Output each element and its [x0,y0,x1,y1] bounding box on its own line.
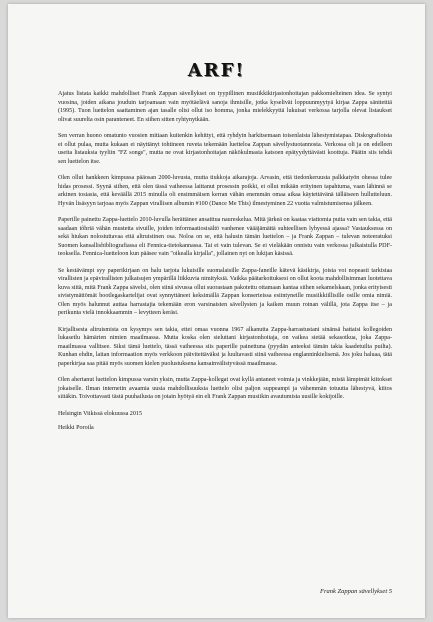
paragraph-intro: Ajatus listata kaikki mahdolliset Frank Zappan sävellykset on tyypillinen musiikkikirjastonhoitajan pakkomielteinen idea. Se syntyi vuosina, joiden aikana jouduin tarjoamaan vain myötäelävä sanoja ihmisille, jotka kyselivät loppuunmyytyä kirjaa Zappa sänitettiä (1995). Tuon luettelon saattaminen ajan tasalle olisi ollut iso homma, jonka mielekkyyttä lukuisat verkossa tarjolla olevat listaukset olivat suurelta osin paranteneet. En siihen sitten ryhtynytkään. [58,91,392,123]
paragraph-approach: Sen verran huono omatunto vuosien mittaan kuitenkin kehittyi, että ryhdyin harkitsemaan toisenlaista lähestymistapaa. Diskografioista ei ollut pulaa, mutta kukaan ei näyttänyt tohtineen ruveta tekemään luetteloa Zappan sävellystuotannosta. Verkossa oli ja on edelleen useita listauksia tyyliin "FZ songs", mutta ne ovat kirjastonhoitajan näkökulmasta katsoen epätyydyttävästi koottuja. Päätin siis tehdä sen luettelon itse. [58,133,392,165]
page-title: ARF! [187,60,246,81]
page-footer: Frank Zappan sävellykset 5 [319,588,392,595]
signature-place-date: Helsingin Viikissä elokuussa 2015 [58,410,142,417]
document-page [8,4,425,618]
paragraph-project: Olen ollut hankkeen kimpussa pääosan 2000-luvusta, mutta tiukkoja aikarajoja. Arvasin, että tiedonkeruusta palkkatyön ohessa tulee hidas prosessi. Syynä siihen, että olen tässä vaiheessa laittanut prosessin poikki, ei ollut mikään erityinen tapahtuma, vaan lähinnä se arkinen tosiasia, että keväällä 2015 minulla oli ensimmäisen kerran vähän enemmän omaa aikaa käytettävänä tälläiseen hullutteluun. Hyvän lisäsyyn tarjoaa myös Zappan virallisen albumin #100 (Dance Me This) ilmestyminen 22 vuotta valmistumisensa jälkeen. [58,175,392,207]
signature-author: Heikki Poroila [58,425,94,431]
paragraph-paper: Paperille painettu Zappa-luettelo 2010-luvulla herättänee ansaittua naureskelua. Mitä järkeä on kaataa viattomia puita vain sen takia, että saadaan tõhriä vähän mustetta sivuille, joiden informaatiosisältö vanhenee väääjämättä suhteellisen lyhyessä ajassa? Vastauksessa on sekä hiukan nolostuttavaa että altruistinen osa. Noloa on se, että halusin tämän luettelon – ja Frank Zappan – tulevan noteeratuksi Suomen kansallisbibliografiassa eli Fennica-tietokannassa. Tai ei vain tulevan. Se ei vieläkään onnistu vain verkossa julkaistulla PDF-teoksella. Fennica-luetteloon kun pääsee vain "oikealla kirjalla", jollainen nyt on lukijan käsissä. [58,217,392,257]
paragraph-handbook: Se kestävämpi syy paperikirjaan on halu tarjota lukuisille suomalaisille Zappa-faneille kätevä käsikirja, joista voi nopeasti tarkistaa virallisten ja epävirallisten julkaisujen ympärillä liikkuvia nimityksiä. Vaikka päätarkoituksesi on ollut koota mahdollisimman luotettava kuva siitä, mitä Frank Zappa sävelsi, olen siinä sivussa ollut suorastaan pakotettu ottamaan kantaa siihen sekamelskaan, jonka erityisesti sivistymättömät bootlegaskartelijat ovat synnyttäneet keksimällä Zappan konserteissa esiintyneille musiikkiillisille osille omia nimiä. Olen myös halunnut auttaa harrastajia tekemään eron varsinaisten sävellysten ja kaiken muun roinan välillä, jota Zappa itse – ja perikunta vielä innokkaammin – levytteen keräsi. [58,267,392,316]
paragraph-thanks: Olen ahertanut luettelon kimpussa varsin yksin, mutta Zappa-kollegat ovat kyllä antaneet voimia ja vinkkejään, mistä lämpimät kiitokset jokaiselle. Ilman internetin avaamia uusia mahdollisuuksia luettelo olisi paljon suppeampi ja vähemmän totuutta lähestyvä, kiitos siitäkin. Toivottavasti tästä puuhailusta on jotain hyötyä ein eli Frank Zappan musiikin avautumista uusille kokijoille. [58,377,392,400]
document-body [58,90,392,441]
paragraph-altruism: Kirjallisesta altruismista on kysymys sen takia, ettei omaa vuonna 1967 alkanutta Zappa-harrastustani sinänsä hattaisi kollegoiden lukasetlu hämärien nimien maailmassa. Mutta koska olen sieluttani kirjastonhoitaja, on vaikea sietää sekasotkua, joka Zappa-maailmassa vallitsee. Siksi tämä luettelo, tässä vaiheessa siis paperille painettuna (pyydän anteeksi tämän takia kaadetuilta puilta). Kunhan ehdin, laitan informaation myös verkkoon päivitettäväksi ja luultavasti siinä vaiheessa englanninkielisenä. Jos joku haluaa, tätä paperkirjaa saa pitää myös suomen kielen puolustuksena kansainvälistyvässä maailmassa. [58,326,392,367]
